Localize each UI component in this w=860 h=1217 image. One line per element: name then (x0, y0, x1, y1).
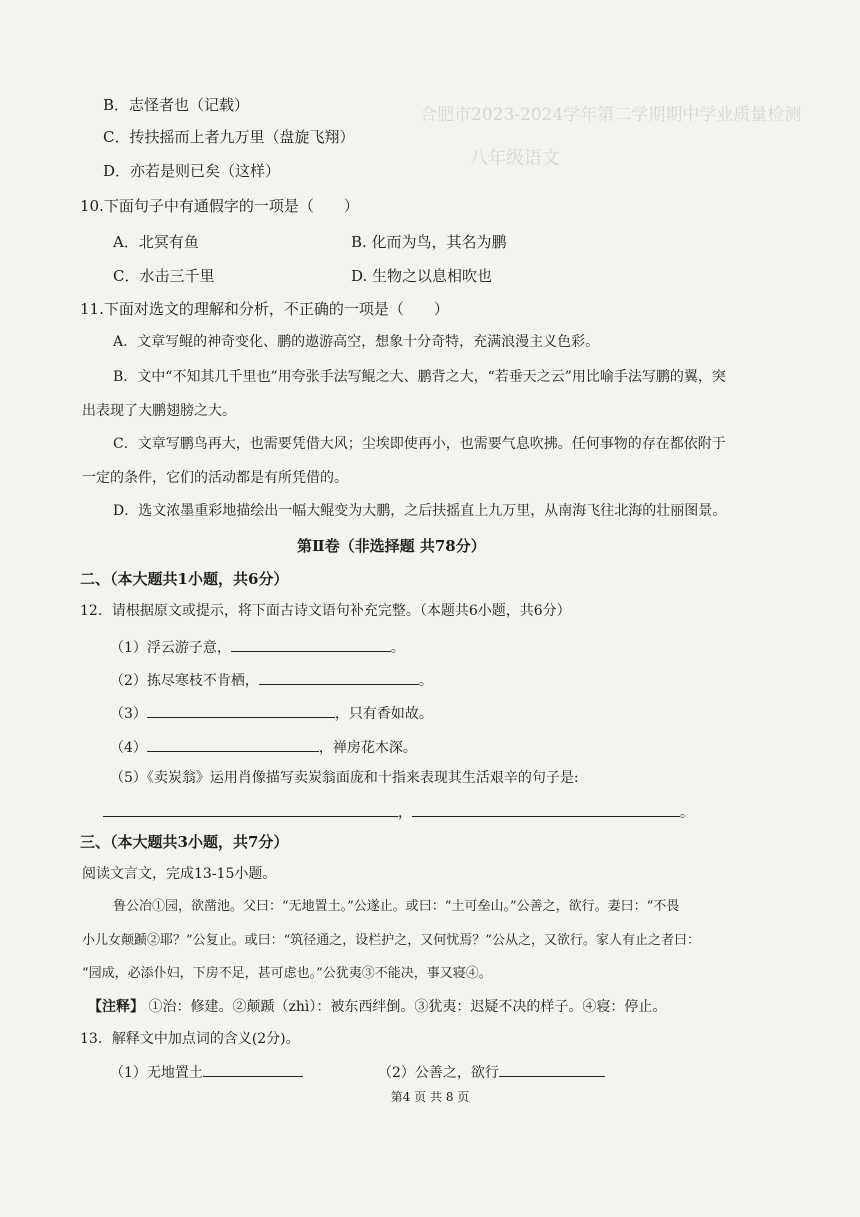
volume-2-heading: 第Ⅱ卷（非选择题 共78分） (297, 537, 486, 555)
q11-option-c-line1: C．文章写鹏鸟再大，也需要凭借大风；尘埃即使再小，也需要气息吹拂。任何事物的存在都依附于 (113, 436, 726, 452)
q12-stem: 12．请根据原文或提示，将下面古诗文语句补充完整。（本题共6小题，共6分） (80, 603, 571, 619)
q10-option-a: A．北冥有鱼 (113, 233, 199, 251)
q12-item-5-answer (103, 802, 694, 822)
q13-item-2 (378, 1062, 605, 1082)
section-2-heading: 二、（本大题共1小题，共6分） (80, 570, 289, 588)
q12-item-2-text: （2）拣尽寒枝不肯栖， (110, 673, 259, 689)
annotation-label: 【注释】 (88, 999, 144, 1015)
q12-item-3-blank[interactable] (147, 703, 335, 718)
q9-option-d: D．亦若是则已矣（这样） (103, 162, 281, 180)
q10-stem: 10.下面句子中有通假字的一项是（ ） (80, 197, 359, 215)
q10-option-d: D. 生物之以息相吹也 (351, 267, 493, 285)
passage-line-1: 鲁公冶①园，欲凿池。父曰：“无地置土。”公遂止。或曰：“土可垒山。”公善之，欲行。妻曰：“不畏 (113, 899, 680, 914)
q12-item-1-end: 。 (390, 640, 405, 656)
annotation-text: ①治：修建。②颠踬（zhì）：被东西绊倒。③犹夷：迟疑不决的样子。④寝：停止。 (148, 999, 667, 1015)
bleed-through-subtitle: 八年级语文 (470, 148, 560, 169)
q13-item-1 (110, 1062, 303, 1082)
q12-item-2-end: 。 (418, 673, 433, 689)
q12-item-5-sep: ， (398, 805, 412, 821)
q13-item-2-text: （2）公善之，欲行 (378, 1065, 499, 1081)
q11-option-c-line2: 一定的条件，它们的活动都是有所凭借的。 (82, 470, 348, 486)
passage-line-3: “园成，必添仆妇，下房不足，甚可虑也。”公犹夷③不能决，事又寝④。 (82, 966, 492, 981)
q9-option-c: C．抟扶摇而上者九万里（盘旋飞翔） (103, 128, 355, 146)
q12-item-4-num: （4） (110, 740, 147, 756)
q10-option-c: C．水击三千里 (113, 267, 215, 285)
q12-item-2-blank[interactable] (259, 670, 419, 685)
q10-option-b: B. 化而为鸟，其名为鹏 (351, 233, 507, 251)
q13-item-1-text: （1）无地置土 (110, 1065, 203, 1081)
passage-line-2: 小儿女颠踬②耶？”公复止。或曰：“筑径通之，设栏护之，又何忧焉？”公从之，又欲行。家人有止之者曰： (82, 933, 700, 948)
q11-option-a: A．文章写鲲的神奇变化、鹏的遨游高空，想象十分奇特，充满浪漫主义色彩。 (113, 334, 600, 350)
q12-item-4-text: ，禅房花木深。 (318, 740, 417, 756)
q12-item-1-blank[interactable] (231, 637, 391, 652)
q13-item-1-blank[interactable] (203, 1062, 303, 1077)
page-footer: 第4 页 共 8 页 (390, 1090, 470, 1104)
bleed-through-title: 合肥市2023-2024学年第二学期期中学业质量检测 (420, 105, 802, 125)
q11-option-d: D．选文浓墨重彩地描绘出一幅大鲲变为大鹏，之后扶摇直上九万里，从南海飞往北海的壮丽图景。 (113, 503, 727, 519)
q9-option-b: B．志怪者也（记载） (103, 96, 250, 114)
q12-item-2 (110, 670, 433, 690)
q12-item-5-end: 。 (680, 805, 694, 821)
q12-item-5-blank-2[interactable] (412, 802, 680, 817)
q12-item-3-text: ，只有香如故。 (334, 706, 433, 722)
q12-item-5-blank-1[interactable] (103, 802, 398, 817)
q12-item-3-num: （3） (110, 706, 147, 722)
q11-option-b-line1: B．文中“不知其几千里也”用夸张手法写鲲之大、鹏背之大，“若垂天之云”用比喻手法写鹏的翼，突 (113, 369, 726, 385)
q12-item-4-blank[interactable] (147, 737, 319, 752)
section-3-heading: 三、（本大题共3小题，共7分） (80, 833, 289, 851)
q12-item-5: （5）《卖炭翁》运用肖像描写卖炭翁面庞和十指来表现其生活艰辛的句子是: (110, 770, 579, 786)
q12-item-1 (110, 637, 405, 657)
q12-item-1-text: （1）浮云游子意， (110, 640, 231, 656)
reading-intro: 阅读文言文，完成13-15小题。 (82, 866, 277, 882)
q12-item-4 (110, 737, 417, 757)
q11-option-b-line2: 出表现了大鹏翅膀之大。 (82, 403, 236, 419)
q13-stem: 13．解释文中加点词的含义(2分)。 (80, 1031, 300, 1047)
q11-stem: 11.下面对选文的理解和分析，不正确的一项是（ ） (80, 300, 449, 318)
annotation (88, 999, 666, 1016)
q13-item-2-blank[interactable] (499, 1062, 605, 1077)
q12-item-3 (110, 703, 433, 723)
